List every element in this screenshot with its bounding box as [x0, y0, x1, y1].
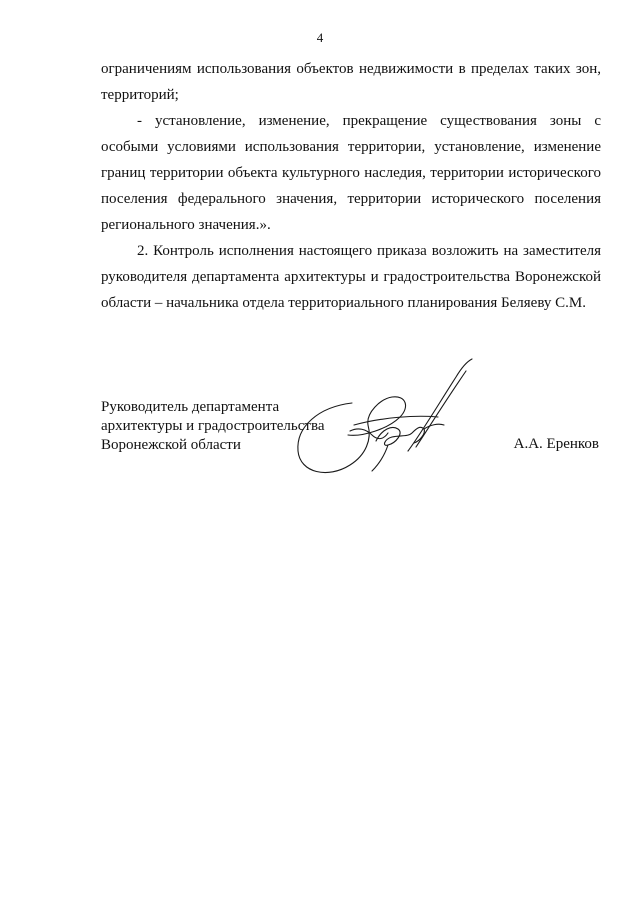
- signatory-position-line: архитектуры и градостроительства: [101, 418, 325, 434]
- handwritten-signature-icon: [288, 355, 488, 485]
- paragraph-clause-2: 2. Контроль исполнения настоящего приказа возложить на заместителя руководителя департамента архитектуры и градостроительства Воронежской области – начальника отдела территориального планирования Беляеву С.М.: [101, 243, 601, 311]
- paragraph-continuation: ограничениям использования объектов недвижимости в пределах таких зон, территорий;: [101, 61, 601, 103]
- signatory-name: А.А. Еренков: [513, 436, 599, 452]
- signatory-position-line: Воронежской области: [101, 437, 241, 453]
- signatory-position-line: Руководитель департамента: [101, 399, 280, 415]
- page-number: 4: [316, 30, 324, 45]
- paragraph-list-item: - установление, изменение, прекращение существования зоны с особыми условиями использования территории, установление, изменение границ территории объекта культурного наследия, территории исторического поселения федерального значения, территории исторического поселения регионального значения.».: [101, 113, 601, 233]
- document-body: [101, 56, 601, 316]
